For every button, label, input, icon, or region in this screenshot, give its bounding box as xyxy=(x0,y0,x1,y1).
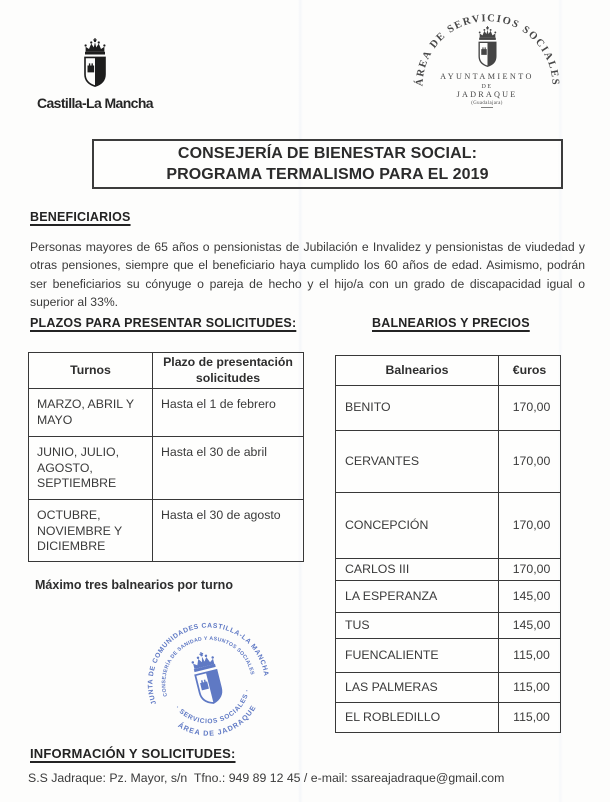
stamp-line-jadraque: JADRAQUE xyxy=(456,90,518,99)
plazos-header-row xyxy=(29,353,304,389)
table-row xyxy=(29,500,304,562)
table-row xyxy=(29,389,304,437)
price-cell: 145,00 xyxy=(499,581,561,613)
price-cell: 115,00 xyxy=(499,703,561,733)
table-row xyxy=(336,703,561,733)
balnearios-table xyxy=(335,355,561,733)
balneario-cell: CERVANTES xyxy=(336,431,499,493)
balneario-cell: CONCEPCIÓN xyxy=(336,493,499,559)
price-cell: 170,00 xyxy=(499,386,561,431)
beneficiarios-heading: BENEFICIARIOS xyxy=(30,210,131,224)
col-header-turnos: Turnos xyxy=(29,353,153,389)
castilla-logo-label: Castilla-La Mancha xyxy=(36,95,153,111)
stamp-line-ayuntamiento: AYUNTAMIENTO xyxy=(440,72,534,81)
price-cell: 170,00 xyxy=(499,559,561,581)
price-cell: 115,00 xyxy=(499,639,561,673)
blue-stamp-outer-top-text: JUNTA DE COMUNIDADES CASTILLA-LA MANCHA xyxy=(147,622,270,706)
informacion-heading: INFORMACIÓN Y SOLICITUDES: xyxy=(30,746,236,761)
table-row xyxy=(336,386,561,431)
contact-line: S.S Jadraque: Pz. Mayor, s/n Tfno.: 949 89 12 45 / e-mail: ssareajadraque@gmail.com xyxy=(28,771,505,785)
table-row xyxy=(336,493,561,559)
document-title-line1: CONSEJERÍA DE BIENESTAR SOCIAL: xyxy=(177,145,478,162)
plazos-heading: PLAZOS PARA PRESENTAR SOLICITUDES: xyxy=(30,316,297,330)
max-balnearios-note: Máximo tres balnearios por turno xyxy=(35,578,233,592)
stamp-arc-text: ÁREA DE SERVICIOS SOCIALES xyxy=(414,13,561,87)
price-cell: 170,00 xyxy=(499,431,561,493)
table-row xyxy=(29,437,304,500)
balneario-cell: LA ESPERANZA xyxy=(336,581,499,613)
stamp-emblem-icon xyxy=(479,26,497,66)
price-cell: 115,00 xyxy=(499,673,561,703)
col-header-euros: €uros xyxy=(499,356,561,386)
plazo-cell: Hasta el 1 de febrero xyxy=(153,389,304,437)
document-title-line2: PROGRAMA TERMALISMO PARA EL 2019 xyxy=(166,166,489,183)
turno-cell: JUNIO, JULIO, AGOSTO, SEPTIEMBRE xyxy=(29,437,153,500)
balneario-cell: FUENCALIENTE xyxy=(336,639,499,673)
table-row xyxy=(336,431,561,493)
price-cell: 170,00 xyxy=(499,493,561,559)
balneario-cell: LAS PALMERAS xyxy=(336,673,499,703)
blue-stamp-inner-bottom-text: · SERVICIOS SOCIALES · xyxy=(173,688,252,726)
balnearios-heading: BALNEARIOS Y PRECIOS xyxy=(372,316,530,330)
table-row xyxy=(336,673,561,703)
table-row xyxy=(336,639,561,673)
junta-comunidades-blue-stamp xyxy=(127,600,289,762)
col-header-plazo: Plazo de presentación solicitudes xyxy=(153,353,304,389)
table-row xyxy=(336,613,561,639)
balnearios-header-row xyxy=(336,356,561,386)
beneficiarios-paragraph: Personas mayores de 65 años o pensionistas de Jubilación e Invalidez y pensionistas de viudedad y otras pensiones, siempre que el beneficiario haya cumplido los 60 años de edad. Asimismo, podrán ser beneficiarios su cónyuge o pareja de hecho y el hijo/a con un grado de discapacidad igual o superior al 33%. xyxy=(30,240,585,309)
blue-stamp-emblem-icon xyxy=(190,649,225,706)
price-cell: 145,00 xyxy=(499,613,561,639)
col-header-balnearios: Balnearios xyxy=(336,356,499,386)
ayuntamiento-jadraque-stamp xyxy=(405,4,570,112)
castilla-emblem-icon xyxy=(80,38,110,88)
balneario-cell: TUS xyxy=(336,613,499,639)
blue-stamp-inner-top-text: CONSEJERÍA DE SANIDAD Y ASUNTOS SOCIALES xyxy=(161,635,256,698)
document-title-box xyxy=(92,139,563,189)
balneario-cell: BENITO xyxy=(336,386,499,431)
castilla-la-mancha-logo xyxy=(30,38,160,111)
balneario-cell: EL ROBLEDILLO xyxy=(336,703,499,733)
plazos-table xyxy=(28,352,304,562)
plazo-cell: Hasta el 30 de agosto xyxy=(153,500,304,562)
table-row xyxy=(336,581,561,613)
turno-cell: OCTUBRE, NOVIEMBRE Y DICIEMBRE xyxy=(29,500,153,562)
stamp-line-guadalajara: (Guadalajara) xyxy=(471,101,503,106)
plazo-cell: Hasta el 30 de abril xyxy=(153,437,304,500)
stamp-line-de: DE xyxy=(481,84,493,90)
table-row xyxy=(336,559,561,581)
balneario-cell: CARLOS III xyxy=(336,559,499,581)
blue-stamp-outer-bottom-text: ÁREA DE JADRAQUE xyxy=(176,703,258,738)
turno-cell: MARZO, ABRIL Y MAYO xyxy=(29,389,153,437)
